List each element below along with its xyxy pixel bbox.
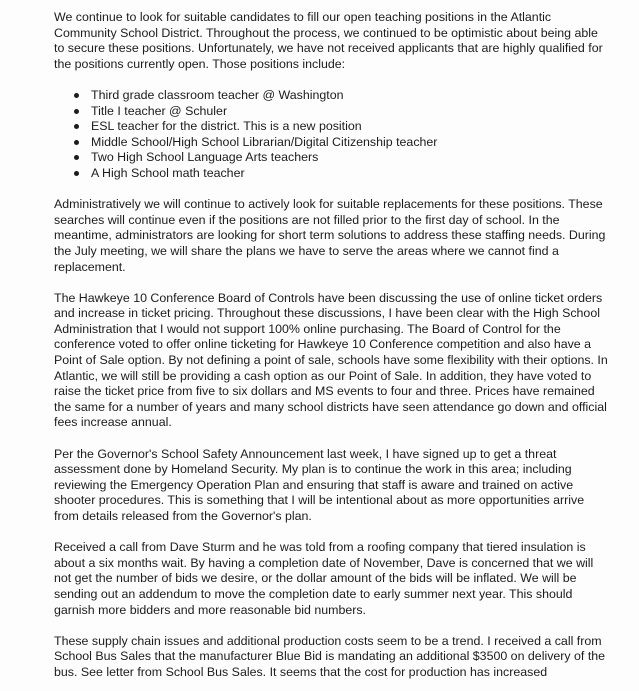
list-item: Third grade classroom teacher @ Washington [91, 88, 610, 104]
document-body [54, 10, 610, 691]
paragraph-supply-chain: These supply chain issues and additional production costs seem to be a trend. I received a call from School Bus Sales that the manufacturer Blue Bid is mandating an additional $3500 on delivery of the bus. See letter from School Bus Sales. It seems that the cost for production has increased [54, 633, 606, 679]
paragraph-roofing: Received a call from Dave Sturm and he was told from a roofing company that tiered insulation is about a six months wait. By having a completion date of November, Dave is concerned that we will not get the number of bids we desire, or the dollar amount of the bids will be inflated. We will be sending out an addendum to move the completion date to early summer next year. This should garnish more bidders and more reasonable bid numbers. [54, 540, 594, 617]
list-item: Middle School/High School Librarian/Digital Citizenship teacher [91, 135, 610, 151]
list-item: A High School math teacher [91, 166, 610, 182]
paragraph-school-safety: Per the Governor's School Safety Announcement last week, I have signed up to get a threat assessment done by Homeland Security. My plan is to continue the work in this area; including reviewing the Emergency Operation Plan and ensuring that staff is aware and trained on active shooter procedures. This is something that I will be intentional about as more opportunities arrive from details released from the Governor's plan. [54, 446, 585, 523]
open-positions-list [54, 88, 610, 182]
paragraph-ticketing: The Hawkeye 10 Conference Board of Controls have been discussing the use of online ticket orders and increase in ticket pricing. Throughout these discussions, I have been clear with the High School Administration that I would not support 100% online purchasing. The Board of Control for the conference voted to offer online ticketing for Hawkeye 10 Conference competition and also have a Point of Sale option. By not defining a point of sale, schools have some flexibility with their options. In Atlantic, we will still be providing a cash option as our Point of Sale. In addition, they have voted to raise the ticket price from five to six dollars and MS events to four and three. Prices have remained the same for a number of years and many school districts have seen attendance go down and official fees increase annual. [54, 290, 608, 430]
paragraph-staffing-plan: Administratively we will continue to actively look for suitable replacements for these positions. These searches will continue even if the positions are not filled prior to the first day of school. In the meantime, administrators are looking for short term solutions to address these staffing needs. During the July meeting, we will share the plans we have to serve the areas where we cannot find a replacement. [54, 197, 606, 274]
list-item: Two High School Language Arts teachers [91, 150, 610, 166]
list-item: ESL teacher for the district. This is a new position [91, 119, 610, 135]
paragraph-open-positions: We continue to look for suitable candidates to fill our open teaching positions in the Atlantic Community School District. Throughout the process, we continued to be optimistic about being able to secure these positions. Unfortunately, we have not received applicants that are highly qualified for the positions currently open. Those positions include: [54, 10, 603, 71]
list-item: Title I teacher @ Schuler [91, 104, 610, 120]
